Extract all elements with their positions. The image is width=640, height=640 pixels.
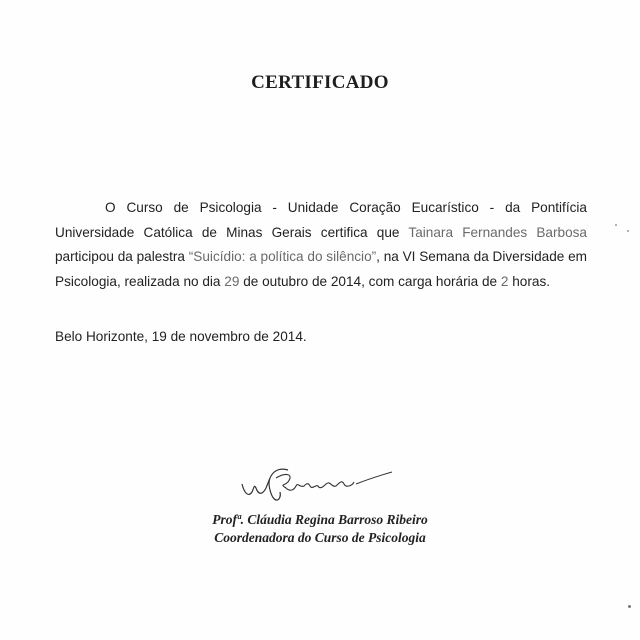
- scan-speck: [627, 230, 629, 232]
- signatory-role: Coordenadora do Curso de Psicologia: [214, 530, 426, 545]
- place-and-date: Belo Horizonte, 19 de novembro de 2014.: [55, 329, 307, 344]
- signatory-block: [0, 511, 640, 547]
- body-mid2: , na VI Semana da Diversidade em Psicologia, realizada no dia: [55, 249, 587, 289]
- body-intro: O Curso de Psicologia - Unidade Coração Eucarístico - da Pontifícia Universidade Católica de Minas Gerais certifica que: [55, 200, 587, 240]
- participant-name: Tainara Fernandes Barbosa: [408, 224, 587, 240]
- signatory-name: Profª. Cláudia Regina Barroso Ribeiro: [212, 512, 428, 527]
- lecture-title: “Suicídio: a política do silêncio”: [188, 249, 377, 264]
- certificate-title: CERTIFICADO: [251, 72, 389, 93]
- body-mid1: participou da palestra: [55, 249, 185, 264]
- certificate-body: [55, 196, 587, 294]
- body-mid3: de outubro de 2014, com carga horária de: [243, 273, 498, 289]
- handwritten-signature: [236, 462, 396, 508]
- course-hours: 2: [500, 273, 509, 289]
- scan-speck: [615, 224, 617, 226]
- scan-speck: [628, 605, 631, 608]
- event-day: 29: [224, 273, 240, 289]
- body-end: horas.: [512, 273, 551, 289]
